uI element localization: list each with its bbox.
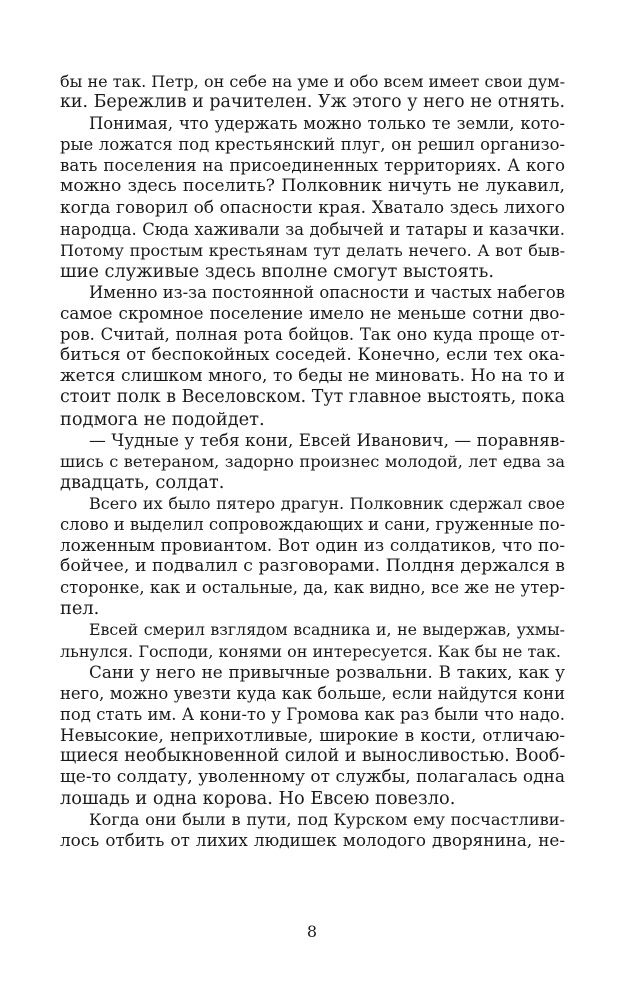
text-line: жется слишком много, то беды не миновать. Но на то и bbox=[60, 366, 565, 387]
paragraph bbox=[60, 493, 565, 620]
text-line: когда говорил об опасности края. Хватало здесь лихого bbox=[60, 197, 565, 218]
text-line: народца. Сюда хаживали за добычей и татары и казачки. bbox=[60, 219, 565, 239]
text-line: пел. bbox=[60, 598, 100, 620]
text-line: Понимая, что удержать можно только те земли, кото- bbox=[89, 114, 565, 134]
text-line: самое скромное поселение имело не меньше сотни дво- bbox=[60, 303, 565, 324]
text-line: Именно из-за постоянной опасности и частых набегов bbox=[89, 282, 565, 302]
page-number: 8 bbox=[306, 922, 318, 941]
text-line: ще-то солдату, уволенному от службы, полагалась одна bbox=[60, 767, 565, 788]
text-line: рые ложатся под крестьянский плуг, он решил организо- bbox=[60, 135, 565, 155]
text-line: ров. Считай, полная рота бойцов. Так оно куда проще от- bbox=[60, 325, 565, 345]
text-line: — Чудные у тебя кони, Евсей Иванович, — поравняв- bbox=[89, 429, 565, 450]
text-line: щиеся необыкновенной силой и выносливостью. Вооб- bbox=[60, 746, 565, 766]
text-line: можно здесь поселить? Полковник ничуть не лукавил, bbox=[60, 176, 565, 197]
text-line: подмога не подойдет. bbox=[60, 408, 265, 430]
text-line: льнулся. Господи, конями он интересуется. Как бы не так. bbox=[60, 641, 561, 661]
paragraph bbox=[60, 430, 565, 493]
text-line: под стать им. А кони-то у Громова как раз были что надо. bbox=[60, 704, 565, 724]
text-line: вать поселения на присоединенных территориях. А кого bbox=[60, 156, 565, 176]
paragraph bbox=[60, 662, 565, 810]
text-line: Всего их было пятеро драгун. Полковник сдержал свое bbox=[89, 493, 565, 513]
text-line: сторонке, как и остальные, да, как видно, все же не утер- bbox=[60, 578, 565, 598]
text-line: шись с ветераном, задорно произнес молодой, лет едва за bbox=[60, 451, 565, 471]
text-line: Потому простым крестьянам тут делать нечего. А вот быв- bbox=[60, 240, 565, 260]
text-line: него, можно увезти куда как больше, если найдутся кони bbox=[60, 683, 565, 703]
text-line: Невысокие, неприхотливые, широкие в кости, отличаю- bbox=[60, 724, 565, 745]
text-line: ложенным провиантом. Вот один из солдатиков, что по- bbox=[60, 535, 565, 556]
paragraph bbox=[60, 71, 565, 113]
text-line: слово и выделил сопровождающих и сани, груженные по- bbox=[60, 514, 565, 534]
paragraph bbox=[60, 113, 565, 282]
text-line: бойчее, и подвалил с разговорами. Полдня держался в bbox=[60, 556, 565, 577]
text-line: Сани у него не привычные розвальни. В таких, как у bbox=[89, 661, 565, 682]
text-line: шие служивые здесь вполне смогут выстоять. bbox=[60, 260, 494, 282]
text-line: двадцать, солдат. bbox=[60, 471, 225, 493]
text-line: лось отбить от лихих людишек молодого дворянина, не- bbox=[60, 830, 565, 851]
paragraph bbox=[60, 282, 565, 430]
text-line: биться от беспокойных соседей. Конечно, если тех ока- bbox=[60, 345, 565, 366]
text-line: бы не так. Петр, он себе на уме и обо всем имеет свои дум- bbox=[60, 72, 565, 91]
text-line: стоит полк в Веселовском. Тут главное выстоять, пока bbox=[60, 387, 565, 408]
text-line: Когда они были в пути, под Курском ему посчастливи- bbox=[89, 810, 565, 830]
text-line: Евсей смерил взглядом всадника и, не выдержав, ухмы- bbox=[89, 620, 565, 640]
text-line: ки. Бережлив и рачителен. Уж этого у него не отнять. bbox=[60, 92, 565, 113]
body-text bbox=[60, 71, 565, 851]
paragraph bbox=[60, 619, 565, 661]
text-line: лошадь и одна корова. Но Евсею повезло. bbox=[60, 788, 456, 810]
paragraph bbox=[60, 809, 565, 851]
